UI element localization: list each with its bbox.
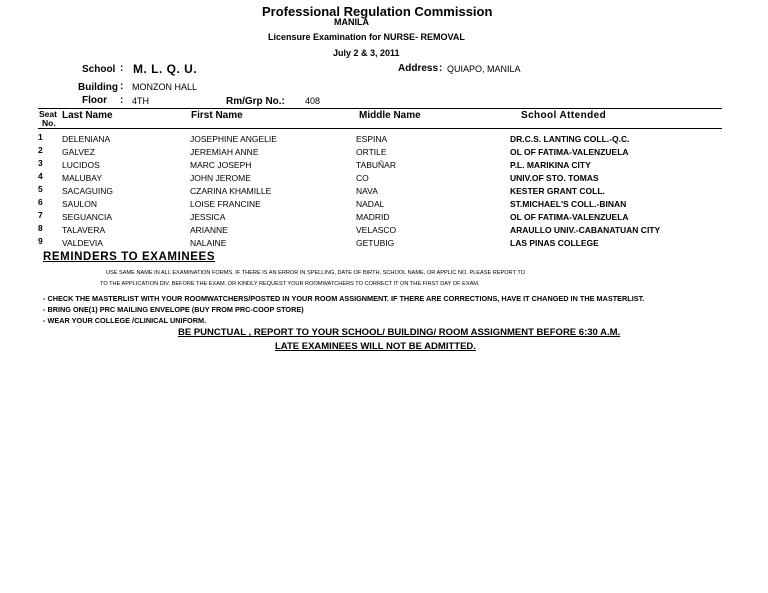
last-name: LUCIDOS [62,160,100,170]
school-attended: ARAULLO UNIV.-CABANATUAN CITY [510,225,661,235]
last-name: SEGUANCIA [62,212,113,222]
school-attended: OL OF FATIMA-VALENZUELA [510,147,629,157]
first-name: LOISE FRANCINE [190,199,261,209]
exam-heading: Licensure Examination for NURSE- REMOVAL [268,32,465,42]
room-value: 408 [305,96,321,106]
table-top-rule [38,108,722,109]
address-colon: : [439,63,443,74]
exam-date: July 2 & 3, 2011 [333,48,400,58]
last-name: TALAVERA [62,225,106,235]
last-name: VALDEVIA [62,238,103,248]
reminder-name-note-line2: TO THE APPLICATION DIV. BEFORE THE EXAM. OR KINDLY REQUEST YOUR ROOMWATCHERS TO CORRECT IT ON THE FIRST DAY OF EXAM. [100,281,480,287]
first-name: JOHN JEROME [190,173,251,183]
seat-number: 8 [38,223,43,233]
seat-number: 4 [38,171,43,181]
seat-number: 9 [38,236,43,246]
seat-number: 2 [38,145,43,155]
middle-name: ESPINA [356,134,388,144]
school-attended: OL OF FATIMA-VALENZUELA [510,212,629,222]
last-name: SAULON [62,199,97,209]
middle-name: GETUBIG [356,238,395,248]
school-attended: P.L. MARIKINA CITY [510,160,591,170]
first-name: ARIANNE [190,225,228,235]
building-value: MONZON HALL [132,82,198,92]
building-colon: : [120,81,124,92]
floor-value: 4TH [132,96,150,106]
first-name: JOSEPHINE ANGELIE [190,134,277,144]
school-attended: ST.MICHAEL'S COLL.-BINAN [510,199,627,209]
school-attended: DR.C.S. LANTING COLL.-Q.C. [510,134,630,144]
middle-name: MADRID [356,212,390,222]
middle-name: NAVA [356,186,378,196]
last-name: GALVEZ [62,147,95,157]
seat-number: 5 [38,184,43,194]
seat-column-header [39,110,57,128]
school-attended: UNIV.OF STO. TOMAS [510,173,599,183]
school-label: School [82,64,116,75]
first-name: JEREMIAH ANNE [190,147,259,157]
first-name: NALAINE [190,238,227,248]
reminder-uniform: - WEAR YOUR COLLEGE /CLINICAL UNIFORM. [43,316,207,325]
seat-number: 6 [38,197,43,207]
school-attended: LAS PINAS COLLEGE [510,238,599,248]
room-label: Rm/Grp No.: [226,96,285,107]
last-name: DELENIANA [62,134,111,144]
reminder-masterlist: - CHECK THE MASTERLIST WITH YOUR ROOMWATCHERS/POSTED IN YOUR ROOM ASSIGNMENT. IF THERE ARE CORRECTIONS, HAVE IT CHANGED IN THE MASTERLIST. [43,294,645,303]
school-value: M. L. Q. U. [133,62,198,76]
school-colon: : [120,63,124,74]
building-label: Building [78,82,118,93]
last-name: SACAGUING [62,186,114,196]
floor-colon: : [120,95,124,106]
first-name-header: First Name [191,110,243,121]
address-value: QUIAPO, MANILA [447,64,521,74]
last-name-header: Last Name [62,110,113,121]
school-attended-header: School Attended [521,110,607,121]
school-attended: KESTER GRANT COLL. [510,186,605,196]
seat-header-label: Seat [39,109,57,119]
middle-name: VELASCO [356,225,397,235]
seat-number: 7 [38,210,43,220]
first-name: JESSICA [190,212,226,222]
reminder-name-note-line1: USE SAME NAME IN ALL EXAMINATION FORMS. IF THERE IS AN ERROR IN SPELLING, DATE OF BIRTH, SCHOOL NAME, OR APPLIC NO. PLEASE REPORT TO [106,270,526,276]
city-heading: MANILA [334,17,369,27]
middle-name-header: Middle Name [359,110,421,121]
middle-name: CO [356,173,369,183]
table-header-rule [38,128,722,129]
reminders-title: REMINDERS TO EXAMINEES [43,251,216,263]
middle-name: NADAL [356,199,385,209]
floor-label: Floor [82,95,107,106]
seat-number: 3 [38,158,43,168]
first-name: MARC JOSEPH [190,160,252,170]
punctuality-notice: BE PUNCTUAL , REPORT TO YOUR SCHOOL/ BUILDING/ ROOM ASSIGNMENT BEFORE 6:30 A.M. [178,327,621,338]
last-name: MALUBAY [62,173,102,183]
document-title: Professional Regulation Commission [262,4,493,19]
middle-name: ORTILE [356,147,387,157]
seat-no-header-label: No. [42,118,56,128]
reminder-envelope: - BRING ONE(1) PRC MAILING ENVELOPE (BUY FROM PRC-COOP STORE) [43,305,304,314]
first-name: CZARINA KHAMILLE [190,186,272,196]
middle-name: TABUÑAR [356,160,396,170]
seat-number: 1 [38,132,43,142]
address-label: Address [398,63,439,74]
late-examinees-notice: LATE EXAMINEES WILL NOT BE ADMITTED. [275,341,476,352]
